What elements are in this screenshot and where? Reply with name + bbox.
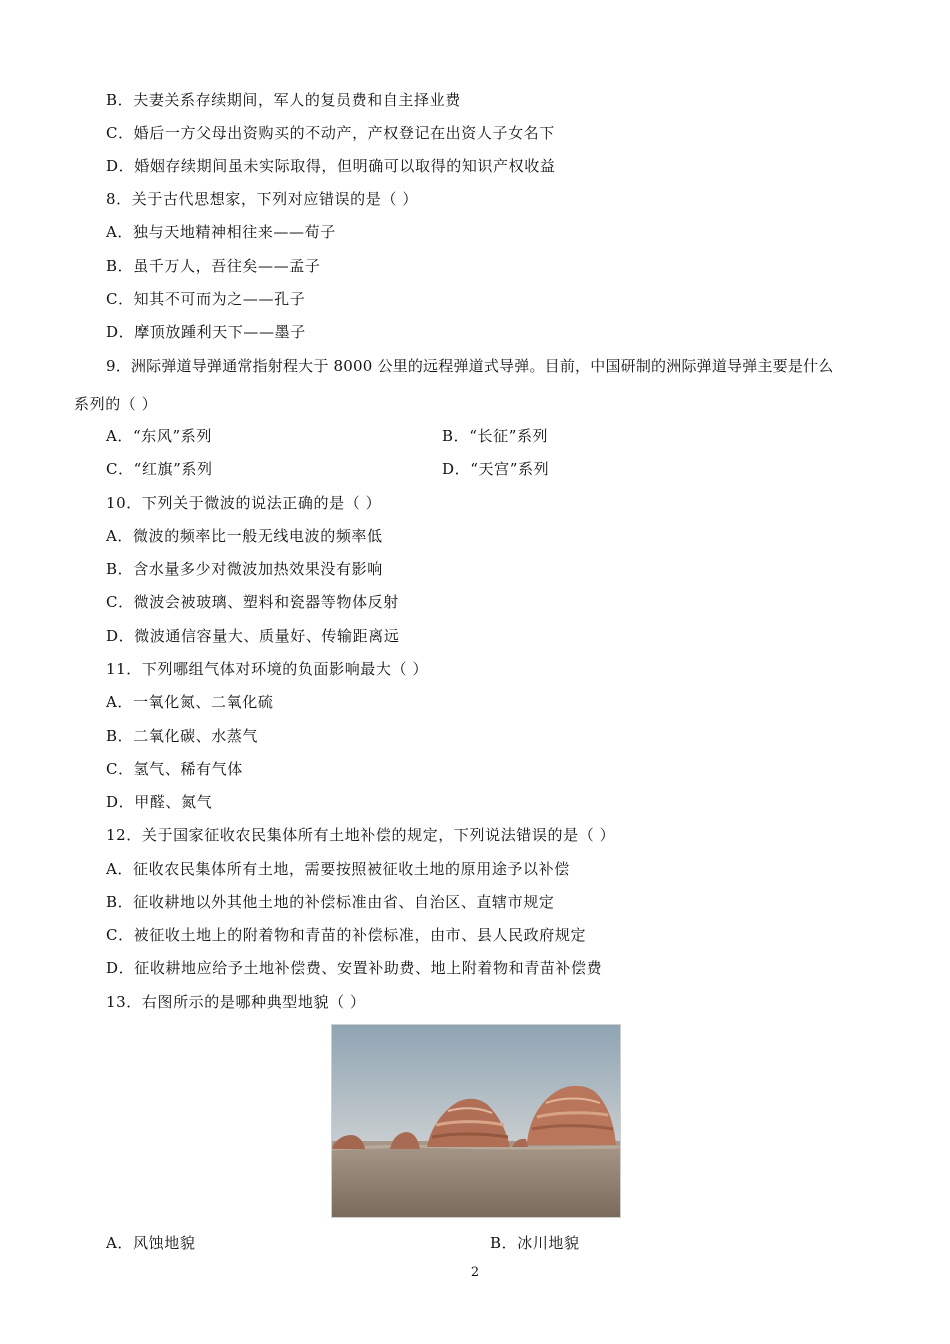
option-13a: A．风蚀地貌 (106, 1234, 196, 1252)
option-7d: D．婚姻存续期间虽未实际取得，但明确可以取得的知识产权收益 (106, 157, 556, 175)
option-11d: D．甲醛、氮气 (106, 793, 213, 811)
question-9-continued: 系列的（ ） (74, 395, 158, 413)
option-12b: B．征收耕地以外其他土地的补偿标准由省、自治区、直辖市规定 (106, 893, 555, 911)
option-8a: A．独与天地精神相往来——荀子 (106, 223, 336, 241)
question-13: 13．右图所示的是哪种典型地貌（ ） (106, 993, 366, 1011)
option-8b: B．虽千万人，吾往矣——孟子 (106, 257, 321, 275)
option-7b: B．夫妻关系存续期间，军人的复员费和自主择业费 (106, 91, 461, 109)
yardang-landform-photo (331, 1024, 621, 1218)
option-10b: B．含水量多少对微波加热效果没有影响 (106, 560, 383, 578)
question-10: 10．下列关于微波的说法正确的是（ ） (106, 494, 382, 512)
option-9b: B．“长征”系列 (442, 427, 549, 445)
option-8c: C．知其不可而为之——孔子 (106, 290, 306, 308)
option-9c: C．“红旗”系列 (106, 460, 213, 478)
question-12: 12．关于国家征收农民集体所有土地补偿的规定，下列说法错误的是（ ） (106, 826, 616, 844)
option-10c: C．微波会被玻璃、塑料和瓷器等物体反射 (106, 593, 399, 611)
option-11b: B．二氧化碳、水蒸气 (106, 727, 259, 745)
question-9: 9．洲际弹道导弹通常指射程大于 8000 公里的远程弹道式导弹。目前，中国研制的洲际弹道导弹主要是什么 (106, 357, 834, 375)
option-12c: C．被征收土地上的附着物和青苗的补偿标准，由市、县人民政府规定 (106, 926, 587, 944)
option-7c: C．婚后一方父母出资购买的不动产，产权登记在出资人子女名下 (106, 124, 555, 142)
question-11: 11．下列哪组气体对环境的负面影响最大（ ） (106, 660, 429, 678)
page-number: 2 (470, 1265, 480, 1280)
option-10d: D．微波通信容量大、质量好、传输距离远 (106, 627, 400, 645)
option-8d: D．摩顶放踵利天下——墨子 (106, 323, 306, 341)
option-12d: D．征收耕地应给予土地补偿费、安置补助费、地上附着物和青苗补偿费 (106, 959, 603, 977)
option-13b: B．冰川地貌 (490, 1234, 580, 1252)
option-10a: A．微波的频率比一般无线电波的频率低 (106, 527, 383, 545)
option-11a: A．一氧化氮、二氧化硫 (106, 693, 274, 711)
option-12a: A．征收农民集体所有土地，需要按照被征收土地的原用途予以补偿 (106, 860, 570, 878)
option-9d: D．“天宫”系列 (442, 460, 550, 478)
option-9a: A．“东风”系列 (106, 427, 212, 445)
question-8: 8．关于古代思想家，下列对应错误的是（ ） (106, 190, 418, 208)
option-11c: C．氢气、稀有气体 (106, 760, 243, 778)
